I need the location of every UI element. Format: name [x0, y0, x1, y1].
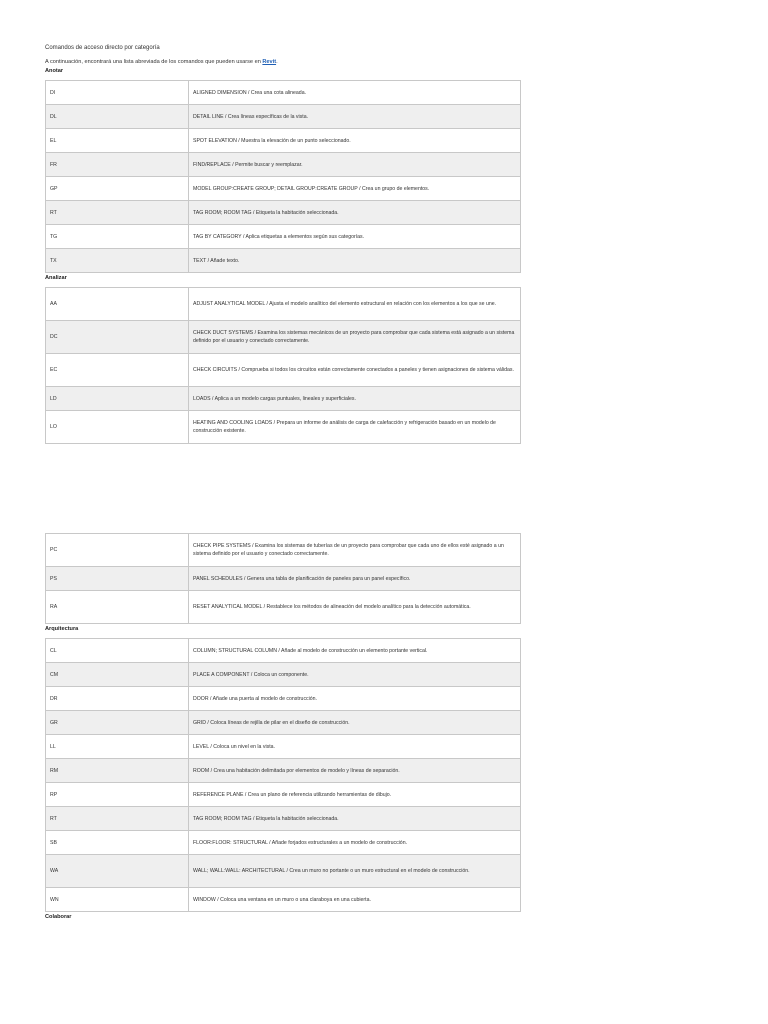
table-row: [46, 711, 521, 735]
table-row: [46, 831, 521, 855]
command-description: WALL; WALL:WALL: ARCHITECTURAL / Crea un muro no portante o un muro estructural en el modelo de construcción.: [189, 855, 521, 888]
command-description: CHECK CIRCUITS / Comprueba si todos los circuitos están correctamente conectados a paneles y tienen asignaciones de sistema válidas.: [189, 354, 521, 387]
table-row: [46, 201, 521, 225]
command-code: DL: [46, 105, 189, 129]
command-description: TAG BY CATEGORY / Aplica etiquetas a elementos según sus categorías.: [189, 225, 521, 249]
table-row: [46, 639, 521, 663]
command-code: FR: [46, 153, 189, 177]
table-row: [46, 288, 521, 321]
command-code: RM: [46, 759, 189, 783]
table-row: [46, 153, 521, 177]
command-description: GRID / Coloca líneas de rejilla de pilar en el diseño de construcción.: [189, 711, 521, 735]
command-description: LEVEL / Coloca un nivel en la vista.: [189, 735, 521, 759]
command-description: PLACE A COMPONENT / Coloca un componente.: [189, 663, 521, 687]
command-description: ADJUST ANALYTICAL MODEL / Ajusta el modelo analítico del elemento estructural en relación con los elementos a los que se une.: [189, 288, 521, 321]
table-row: [46, 129, 521, 153]
command-description: TEXT / Añade texto.: [189, 249, 521, 273]
table-analizar: [45, 287, 521, 444]
table-row: [46, 567, 521, 591]
intro-end: .: [276, 59, 278, 65]
intro-paragraph: [45, 58, 521, 66]
table-row: [46, 759, 521, 783]
section-title-anotar: Anotar: [45, 68, 64, 74]
command-code: LO: [46, 411, 189, 444]
table-row: [46, 663, 521, 687]
command-description: ALIGNED DIMENSION / Crea una cota alineada.: [189, 81, 521, 105]
section-title-analizar: Analizar: [45, 275, 67, 281]
command-description: REFERENCE PLANE / Crea un plano de referencia utilizando herramientas de dibujo.: [189, 783, 521, 807]
command-code: LD: [46, 387, 189, 411]
command-code: TX: [46, 249, 189, 273]
command-description: WINDOW / Coloca una ventana en un muro o una claraboya en una cubierta.: [189, 888, 521, 912]
command-code: RT: [46, 807, 189, 831]
command-code: DR: [46, 687, 189, 711]
table-row: [46, 783, 521, 807]
page-gap: [45, 444, 521, 533]
table-row: [46, 534, 521, 567]
table-row: [46, 105, 521, 129]
table-row: [46, 177, 521, 201]
command-code: DI: [46, 81, 189, 105]
command-code: GR: [46, 711, 189, 735]
table-row: [46, 321, 521, 354]
command-description: ROOM / Crea una habitación delimitada por elementos de modelo y líneas de separación.: [189, 759, 521, 783]
command-code: RP: [46, 783, 189, 807]
command-code: EC: [46, 354, 189, 387]
revit-link[interactable]: Revit: [262, 59, 277, 65]
table-row: [46, 354, 521, 387]
table-anotar: [45, 80, 521, 273]
command-code: DC: [46, 321, 189, 354]
command-description: FLOOR:FLOOR: STRUCTURAL / Añade forjados estructurales a un modelo de construcción.: [189, 831, 521, 855]
command-code: GP: [46, 177, 189, 201]
command-code: CL: [46, 639, 189, 663]
document: [45, 44, 521, 926]
command-description: TAG ROOM; ROOM TAG / Etiqueta la habitación seleccionada.: [189, 201, 521, 225]
command-description: RESET ANALYTICAL MODEL / Restablece los métodos de alineación del modelo analítico para la detección automática.: [189, 591, 521, 624]
table-row: [46, 888, 521, 912]
command-code: LL: [46, 735, 189, 759]
table-row: [46, 591, 521, 624]
command-code: WN: [46, 888, 189, 912]
command-description: TAG ROOM; ROOM TAG / Etiqueta la habitación seleccionada.: [189, 807, 521, 831]
command-code: EL: [46, 129, 189, 153]
table-row: [46, 387, 521, 411]
section-title-colaborar: Colaborar: [45, 914, 72, 920]
table-row: [46, 81, 521, 105]
command-description: CHECK PIPE SYSTEMS / Examina los sistemas de tuberías de un proyecto para comprobar que cada uno de ellos esté asignado a un sistema definido por el usuario y conectado correctamente.: [189, 534, 521, 567]
command-description: SPOT ELEVATION / Muestra la elevación de un punto seleccionado.: [189, 129, 521, 153]
table-analizar-continued: [45, 533, 521, 624]
command-code: PC: [46, 534, 189, 567]
command-description: COLUMN; STRUCTURAL COLUMN / Añade al modelo de construcción un elemento portante vertical.: [189, 639, 521, 663]
command-description: DOOR / Añade una puerta al modelo de construcción.: [189, 687, 521, 711]
command-code: RT: [46, 201, 189, 225]
command-code: RA: [46, 591, 189, 624]
table-row: [46, 687, 521, 711]
table-row: [46, 735, 521, 759]
command-description: HEATING AND COOLING LOADS / Prepara un informe de análisis de carga de calefacción y refrigeración basado en un modelo de construcción existente.: [189, 411, 521, 444]
table-arquitectura: [45, 638, 521, 912]
command-code: TG: [46, 225, 189, 249]
table-row: [46, 411, 521, 444]
command-description: PANEL SCHEDULES / Genera una tabla de planificación de paneles para un panel específico.: [189, 567, 521, 591]
command-code: WA: [46, 855, 189, 888]
table-row: [46, 855, 521, 888]
command-description: LOADS / Aplica a un modelo cargas puntuales, lineales y superficiales.: [189, 387, 521, 411]
command-description: MODEL GROUP:CREATE GROUP; DETAIL GROUP:CREATE GROUP / Crea un grupo de elementos.: [189, 177, 521, 201]
table-row: [46, 225, 521, 249]
command-code: CM: [46, 663, 189, 687]
command-code: SB: [46, 831, 189, 855]
document-title: Comandos de acceso directo por categoría: [45, 45, 160, 51]
command-code: AA: [46, 288, 189, 321]
table-row: [46, 249, 521, 273]
table-row: [46, 807, 521, 831]
command-description: DETAIL LINE / Crea líneas específicas de la vista.: [189, 105, 521, 129]
intro-text: A continuación, encontrará una lista abreviada de los comandos que pueden usarse en: [45, 59, 263, 65]
command-code: PS: [46, 567, 189, 591]
section-title-arquitectura: Arquitectura: [45, 626, 79, 632]
command-description: CHECK DUCT SYSTEMS / Examina los sistemas mecánicos de un proyecto para comprobar que cada sistema está asignado a un sistema definido por el usuario y conectado correctamente.: [189, 321, 521, 354]
command-description: FIND/REPLACE / Permite buscar y reemplazar.: [189, 153, 521, 177]
